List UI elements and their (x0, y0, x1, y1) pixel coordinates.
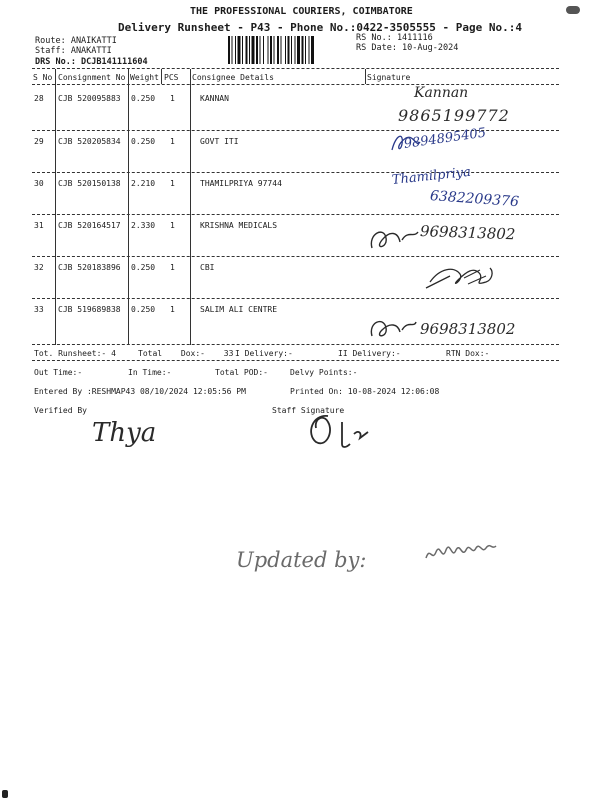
tot-runsheet: Tot. Runsheet:- 4 (34, 349, 116, 358)
ii-delivery: II Delivery:- (338, 349, 401, 358)
row-weight: 0.250 (131, 263, 156, 272)
barcode-bar (295, 36, 296, 64)
barcode-bar (256, 36, 258, 64)
document-title: THE PROFESSIONAL COURIERS, COIMBATORE (190, 6, 413, 17)
row-consignment: CJB 519689838 (58, 305, 121, 314)
barcode-bar (238, 36, 241, 64)
scan-speck (2, 790, 8, 798)
col-header-consignee: Consignee Details (192, 73, 274, 82)
document-subtitle: Delivery Runsheet - P43 - Phone No.:0422-3505555 - Page No.:4 (118, 21, 522, 34)
row-sno: 31 (34, 221, 44, 230)
handwritten-name: Kannan (414, 85, 469, 101)
barcode-bar (281, 36, 282, 64)
entered-by: Entered By :RESHMAP43 08/10/2024 12:05:56 PM (34, 387, 246, 396)
signature-scribble (420, 258, 500, 294)
barcode-bar (270, 36, 272, 64)
col-divider (55, 69, 56, 345)
table-bottom-rule (32, 344, 559, 345)
printed-on: Printed On: 10-08-2024 12:06:08 (290, 387, 440, 396)
rtn-dox: RTN Dox:- (446, 349, 490, 358)
barcode-bar (311, 36, 314, 64)
row-consignment: CJB 520164517 (58, 221, 121, 230)
handwritten-phone: 9865199772 (398, 106, 510, 125)
staff-signature (298, 408, 388, 452)
rs-number: RS No.: 1411116 (356, 33, 433, 43)
barcode-bar (242, 36, 243, 64)
barcode-bar (228, 36, 230, 64)
handwritten-phone: 9698313802 (420, 320, 516, 338)
drs-number: DRS No.: DCJB141111604 (35, 57, 148, 67)
row-consignee: SALIM ALI CENTRE (200, 305, 278, 314)
barcode-bar (252, 36, 255, 64)
summary-rule (32, 360, 559, 361)
row-consignment: CJB 520205834 (58, 137, 121, 146)
row-weight: 2.330 (131, 221, 156, 230)
row-weight: 0.250 (131, 137, 156, 146)
barcode-bar (277, 36, 279, 64)
col-header-signature: Signature (367, 73, 411, 82)
staff-signature-label: Staff Signature (272, 406, 345, 415)
col-header-weight: Weight (130, 73, 159, 82)
row-consignment: CJB 520095883 (58, 94, 121, 103)
row-pcs: 1 (170, 94, 175, 103)
row-divider (32, 298, 559, 299)
row-sno: 33 (34, 305, 44, 314)
barcode-bar (246, 36, 248, 64)
verified-signature: Thya (92, 418, 157, 448)
row-consignee: GOVT ITI (200, 137, 239, 146)
col-divider (365, 69, 366, 84)
row-divider (32, 256, 559, 257)
row-consignment: CJB 520183896 (58, 263, 121, 272)
barcode-bar (249, 36, 250, 64)
route-label: Route: ANAIKATTI (35, 36, 117, 46)
out-time: Out Time:- (34, 368, 83, 377)
row-consignee: KRISHNA MEDICALS (200, 221, 278, 230)
total-dox: Total Dox:- 33 (138, 349, 234, 358)
table-top-rule (32, 68, 559, 69)
in-time: In Time:- (128, 368, 172, 377)
handwritten-phone: 9894895405 (402, 125, 487, 152)
signature-scribble (364, 220, 424, 256)
row-divider (32, 172, 559, 173)
row-sno: 32 (34, 263, 44, 272)
row-pcs: 1 (170, 305, 175, 314)
barcode-bar (309, 36, 310, 64)
barcode-bar (285, 36, 286, 64)
row-sno: 30 (34, 179, 44, 188)
delvy-points: Delvy Points:- (290, 368, 358, 377)
row-consignee: CBI (200, 263, 215, 272)
row-weight: 0.250 (131, 94, 156, 103)
row-pcs: 1 (170, 179, 175, 188)
barcode-bar (263, 36, 264, 64)
col-divider (190, 69, 191, 345)
corner-smudge (566, 6, 580, 14)
updated-by-label: Updated by: (236, 548, 367, 572)
row-divider (32, 214, 559, 215)
rs-date: RS Date: 10-Aug-2024 (356, 43, 459, 53)
row-sno: 28 (34, 94, 44, 103)
barcode-bar (274, 36, 275, 64)
barcode-bar (268, 36, 269, 64)
handwritten-name: Thamilpriya (391, 164, 472, 188)
barcode-bar (235, 36, 236, 64)
total-pod: Total POD:- (215, 368, 268, 377)
row-consignment: CJB 520150138 (58, 179, 121, 188)
row-weight: 2.210 (131, 179, 156, 188)
barcode-bar (288, 36, 290, 64)
col-divider (161, 69, 162, 84)
col-header-pcs: PCS (164, 73, 179, 82)
row-consignee: THAMILPRIYA 97744 (200, 179, 282, 188)
staff-label: Staff: ANAKATTI (35, 46, 112, 56)
row-pcs: 1 (170, 263, 175, 272)
barcode-bar (232, 36, 233, 64)
signature-scribble (364, 312, 420, 342)
col-header-consignment: Consignment No (58, 73, 126, 82)
barcode-bar (297, 36, 300, 64)
handwritten-phone: 6382209376 (429, 188, 520, 211)
verified-by-label: Verified By (34, 406, 87, 415)
row-pcs: 1 (170, 221, 175, 230)
row-sno: 29 (34, 137, 44, 146)
i-delivery: I Delivery:- (235, 349, 293, 358)
barcode-bar (260, 36, 261, 64)
barcode-bar (305, 36, 306, 64)
col-header-sno: S No (33, 73, 53, 82)
row-consignee: KANNAN (200, 94, 229, 103)
updated-by-scribble (422, 536, 512, 570)
row-pcs: 1 (170, 137, 175, 146)
barcode-bar (302, 36, 304, 64)
col-divider (128, 69, 129, 345)
handwritten-phone: 9698313802 (419, 222, 516, 244)
barcode-bar (291, 36, 292, 64)
barcode (228, 36, 348, 64)
header-bottom-rule (32, 84, 559, 85)
row-weight: 0.250 (131, 305, 156, 314)
